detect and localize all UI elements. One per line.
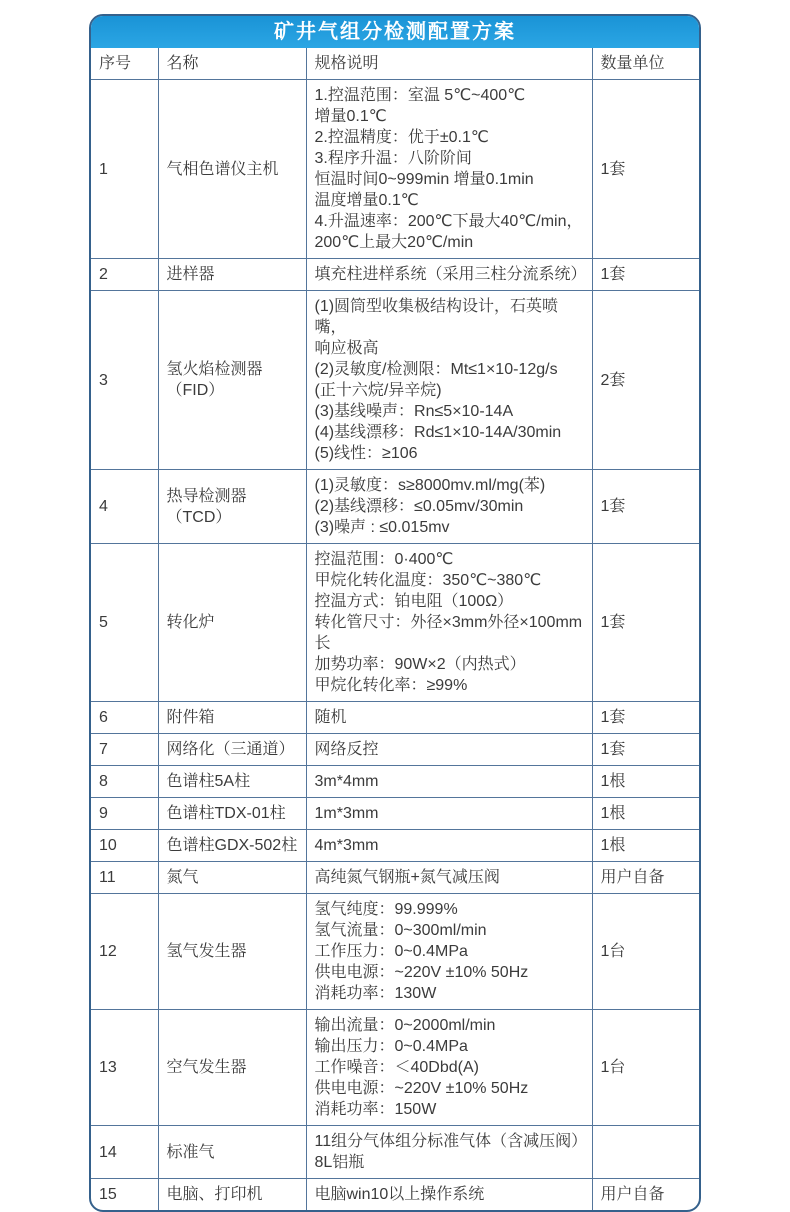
cell-qty: 1根 (592, 798, 699, 830)
col-header-name: 名称 (158, 48, 306, 80)
table-row (91, 259, 699, 291)
cell-name: 转化炉 (158, 544, 306, 702)
cell-spec (306, 1126, 592, 1179)
spec-line: 11组分气体组分标准气体（含减压阀） (314, 1133, 588, 1150)
cell-no: 15 (91, 1179, 158, 1211)
cell-name: 气相色谱仪主机 (158, 80, 306, 259)
table-row (91, 830, 699, 862)
cell-no: 12 (91, 894, 158, 1010)
spec-line: 甲烷化转化温度：350℃~380℃ (314, 572, 542, 589)
col-header-spec: 规格说明 (306, 48, 592, 80)
cell-qty: 1根 (592, 766, 699, 798)
table-row (91, 544, 699, 702)
cell-name: 色谱柱GDX-502柱 (158, 830, 306, 862)
spec-line: 电脑win10以上操作系统 (314, 1186, 485, 1203)
spec-line: (3)基线噪声：Rn≤5×10-14A (314, 403, 514, 420)
spec-line: 恒温时间0~999min 增量0.1min (314, 171, 534, 188)
spec-table (91, 48, 699, 1210)
cell-spec (306, 470, 592, 544)
spec-line: 8L铝瓶 (314, 1154, 365, 1171)
cell-name: 空气发生器 (158, 1010, 306, 1126)
cell-spec (306, 734, 592, 766)
spec-line: 随机 (314, 709, 347, 726)
table-row (91, 80, 699, 259)
spec-line: 供电电源：~220V ±10% 50Hz (314, 1080, 529, 1097)
spec-line: 响应极高 (314, 340, 379, 357)
cell-name: 色谱柱TDX-01柱 (158, 798, 306, 830)
spec-line: 填充柱进样系统（采用三柱分流系统） (314, 266, 587, 283)
cell-qty: 1根 (592, 830, 699, 862)
cell-no: 6 (91, 702, 158, 734)
spec-line: (4)基线漂移：Rd≤1×10-14A/30min (314, 424, 562, 441)
spec-line: 供电电源：~220V ±10% 50Hz (314, 964, 529, 981)
cell-spec (306, 766, 592, 798)
spec-line: 输出流量：0~2000ml/min (314, 1017, 496, 1034)
spec-line: 氢气纯度：99.999% (314, 901, 458, 918)
cell-no: 9 (91, 798, 158, 830)
cell-name: 色谱柱5A柱 (158, 766, 306, 798)
spec-line: (1)灵敏度：s≥8000mv.ml/mg(苯) (314, 477, 546, 494)
spec-line: 增量0.1℃ (314, 108, 387, 125)
cell-spec (306, 1179, 592, 1211)
table-row (91, 1126, 699, 1179)
cell-qty: 1套 (592, 544, 699, 702)
cell-spec (306, 894, 592, 1010)
table-body (91, 80, 699, 1211)
cell-no: 11 (91, 862, 158, 894)
cell-name: 进样器 (158, 259, 306, 291)
spec-line: (3)噪声 : ≤0.015mv (314, 519, 450, 536)
spec-line: 控温方式：铂电阻（100Ω） (314, 593, 514, 610)
table-row (91, 1179, 699, 1211)
cell-spec (306, 830, 592, 862)
spec-line: 网络反控 (314, 741, 379, 758)
spec-line: 1.控温范围：室温 5℃~400℃ (314, 87, 526, 104)
cell-name: 标准气 (158, 1126, 306, 1179)
table-row (91, 1010, 699, 1126)
col-header-qty: 数量单位 (592, 48, 699, 80)
cell-qty: 1套 (592, 259, 699, 291)
cell-no: 5 (91, 544, 158, 702)
cell-qty: 1套 (592, 702, 699, 734)
spec-sheet (89, 14, 701, 1212)
cell-qty: 用户自备 (592, 862, 699, 894)
spec-line: 消耗功率：130W (314, 985, 437, 1002)
spec-line: (正十六烷/异辛烷) (314, 382, 442, 399)
table-row (91, 470, 699, 544)
cell-no: 14 (91, 1126, 158, 1179)
cell-qty: 用户自备 (592, 1179, 699, 1211)
cell-no: 10 (91, 830, 158, 862)
table-row (91, 862, 699, 894)
col-header-no: 序号 (91, 48, 158, 80)
cell-no: 3 (91, 291, 158, 470)
spec-line: (5)线性：≥106 (314, 445, 418, 462)
table-row (91, 766, 699, 798)
cell-spec (306, 798, 592, 830)
cell-no: 4 (91, 470, 158, 544)
spec-line: 高纯氮气钢瓶+氮气减压阀 (314, 869, 500, 886)
header-row (91, 48, 699, 80)
spec-line: 1m*3mm (314, 805, 379, 822)
cell-name: 热导检测器（TCD） (158, 470, 306, 544)
spec-line: 3.程序升温：八阶阶间 (314, 150, 472, 167)
cell-name: 氢火焰检测器（FID） (158, 291, 306, 470)
page-title: 矿井气组分检测配置方案 (91, 16, 699, 48)
cell-spec (306, 862, 592, 894)
table-header (91, 48, 699, 80)
cell-spec (306, 702, 592, 734)
cell-spec (306, 544, 592, 702)
cell-name: 电脑、打印机 (158, 1179, 306, 1211)
cell-spec (306, 80, 592, 259)
cell-no: 1 (91, 80, 158, 259)
cell-spec (306, 259, 592, 291)
spec-line: 甲烷化转化率：≥99% (314, 677, 468, 694)
spec-line: 消耗功率：150W (314, 1101, 437, 1118)
cell-no: 2 (91, 259, 158, 291)
table-row (91, 734, 699, 766)
spec-line: 温度增量0.1℃ (314, 192, 419, 209)
cell-no: 13 (91, 1010, 158, 1126)
spec-line: 4.升温速率：200℃下最大40℃/min， (314, 213, 583, 230)
spec-line: 3m*4mm (314, 773, 379, 790)
cell-qty: 1套 (592, 470, 699, 544)
spec-line: 加势功率：90W×2（内热式） (314, 656, 526, 673)
spec-line: 氢气流量：0~300ml/min (314, 922, 487, 939)
spec-line: (2)基线漂移：≤0.05mv/30min (314, 498, 524, 515)
cell-qty: 1套 (592, 734, 699, 766)
cell-qty: 1台 (592, 894, 699, 1010)
spec-line: 2.控温精度：优于±0.1℃ (314, 129, 489, 146)
spec-line: 4m*3mm (314, 837, 379, 854)
cell-name: 氮气 (158, 862, 306, 894)
spec-line: 控温范围：0·400℃ (314, 551, 454, 568)
table-row (91, 702, 699, 734)
cell-spec (306, 1010, 592, 1126)
spec-line: (2)灵敏度/检测限：Mt≤1×10-12g/s (314, 361, 558, 378)
cell-qty: 1套 (592, 80, 699, 259)
spec-line: 工作压力：0~0.4MPa (314, 943, 468, 960)
table-row (91, 894, 699, 1010)
spec-line: 工作噪音：＜40Dbd(A) (314, 1059, 479, 1076)
cell-name: 网络化（三通道） (158, 734, 306, 766)
cell-qty: 1台 (592, 1010, 699, 1126)
spec-line: 输出压力：0~0.4MPa (314, 1038, 468, 1055)
cell-name: 附件箱 (158, 702, 306, 734)
spec-line: (1)圆筒型收集极结构设计，石英喷嘴， (314, 298, 559, 336)
cell-no: 8 (91, 766, 158, 798)
cell-spec (306, 291, 592, 470)
table-row (91, 798, 699, 830)
table-row (91, 291, 699, 470)
cell-qty (592, 1126, 699, 1179)
cell-no: 7 (91, 734, 158, 766)
spec-line: 200℃上最大20℃/min (314, 234, 474, 251)
cell-name: 氢气发生器 (158, 894, 306, 1010)
cell-qty: 2套 (592, 291, 699, 470)
spec-line: 转化管尺寸：外径×3mm外径×100mm长 (314, 614, 583, 652)
